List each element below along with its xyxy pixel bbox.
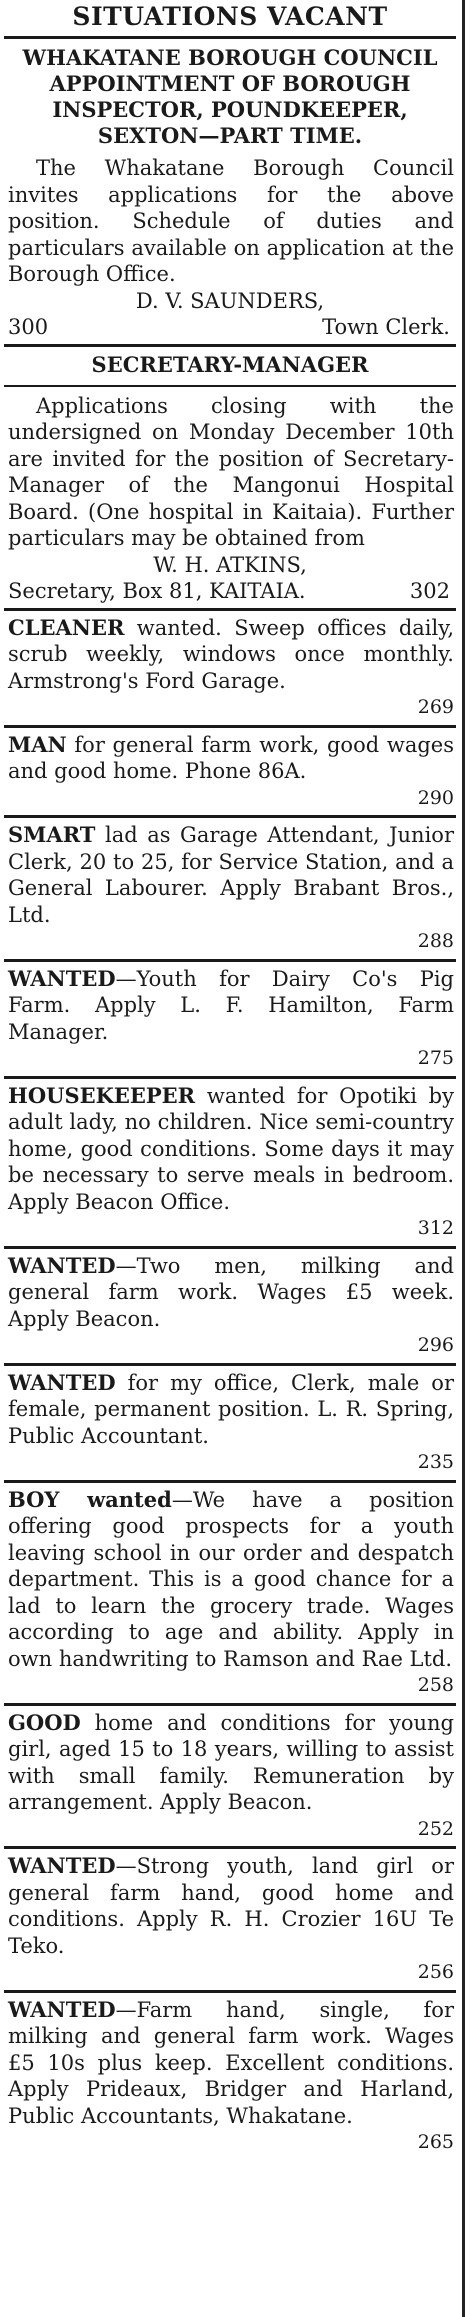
ad-ref: 302 — [409, 578, 450, 603]
ad-lead-word: GOOD — [8, 1709, 81, 1735]
signature: D. V. SAUNDERS, — [135, 288, 325, 313]
ad-body: —Youth for Dairy Co's Pig Farm. Apply L. F. Hamilton, Farm Manager. — [8, 966, 454, 1044]
ad-lead-word: WANTED — [8, 1369, 116, 1395]
ad-body: Applications closing with the undersigned on Monday December 10th are invited for the position of Secretary-Manager of the Mangonui Hospital Board. (One hospital in Kaitaia). Further particulars may be obtained from — [8, 393, 454, 550]
classified-ad — [0, 966, 460, 1072]
ad-body: for my office, Clerk, male or female, permanent position. L. R. Spring, Public Accountant. — [8, 1370, 454, 1448]
ad-ref: 288 — [417, 930, 454, 952]
ad-ref: 256 — [417, 1961, 454, 1983]
classified-ad — [0, 1997, 460, 2156]
ad-body: wanted for Opotiki by adult lady, no children. Nice semi-country home, good conditions. Some days it may be necessary to serve meals in bedroom. Apply Beacon Office. — [8, 1083, 454, 1214]
divider — [4, 1846, 456, 1849]
signature: W. H. ATKINS, — [153, 552, 307, 577]
classified-ad — [0, 1083, 460, 1242]
classified-ad — [0, 1710, 460, 1843]
divider — [4, 1480, 456, 1483]
ad-body: —Farm hand, single, for milking and general farm work. Wages £5 10s plus keep. Excellent conditions. Apply Prideaux, Bridger and Harland, Public Accountants, Whakatane. — [8, 1997, 454, 2128]
ad-ref: 290 — [417, 786, 454, 809]
ad-ref: 275 — [417, 1047, 454, 1069]
ad-text — [0, 1710, 460, 1816]
ad-body: —Two men, milking and general farm work. Wages £5 week. Apply Beacon. — [8, 1253, 454, 1331]
signatory-role: Town Clerk. — [322, 314, 450, 339]
signature-line — [0, 578, 460, 604]
ad-text — [0, 1853, 460, 1959]
ad-lead-word: SMART — [8, 822, 96, 847]
ad-lead-word: CLEANER — [8, 614, 125, 640]
ad-text — [0, 1997, 460, 2130]
classified-ad — [0, 822, 460, 955]
ad-text — [0, 1253, 460, 1333]
ad-ref: 300 — [8, 314, 49, 339]
ad-body: The Whakatane Borough Council invites applications for the above position. Schedule of duties and particulars available on application at the Borough Office. — [8, 156, 454, 286]
ad-text — [0, 732, 460, 785]
ad-ref: 269 — [417, 696, 454, 718]
ad-borough-council — [0, 43, 460, 340]
ad-body: wanted. Sweep offices daily, scrub weekly, windows once monthly. Armstrong's Ford Garage. — [8, 615, 454, 693]
divider — [4, 1363, 456, 1366]
classified-ad — [0, 615, 460, 721]
classified-ad — [0, 1487, 460, 1699]
classified-ad — [0, 732, 460, 812]
ad-text — [0, 1487, 460, 1673]
signatory-address: Secretary, Box 81, KAITAIA. — [8, 578, 306, 603]
divider — [4, 385, 456, 387]
classified-ad — [0, 1253, 460, 1359]
ad-body: lad as Garage Attendant, Junior Clerk, 20 to 25, for Service Station, and a General Labourer. Apply Brabant Bros., Ltd. — [8, 823, 454, 927]
divider — [4, 815, 456, 818]
ad-ref: 235 — [417, 1451, 454, 1473]
ad-body: —We have a position offering good prospects for a youth leaving school in our order and despatch department. This is a good chance for a lad to learn the grocery trade. Wages according to age and ability. Apply in own handwriting to Ramson and Rae Ltd. — [8, 1487, 454, 1671]
ad-lead-word: BOY wanted — [8, 1486, 172, 1512]
ad-ref: 252 — [417, 1817, 454, 1840]
divider — [4, 1246, 456, 1249]
ad-text — [0, 822, 460, 928]
ad-secretary-manager — [0, 351, 460, 604]
ad-lead-word: WANTED — [8, 965, 116, 991]
ad-title: SECRETARY-MANAGER — [91, 351, 369, 377]
divider — [4, 36, 456, 39]
ad-text — [0, 966, 460, 1046]
divider — [4, 608, 456, 611]
divider — [4, 959, 456, 962]
ad-body: —Strong youth, land girl or general farm hand, good home and conditions. Apply R. H. Crozier 16U Te Teko. — [8, 1854, 454, 1958]
ad-text — [0, 1370, 460, 1450]
ad-lead-word: WANTED — [8, 1252, 116, 1278]
section-header: SITUATIONS VACANT — [72, 2, 388, 31]
ad-lead-word: MAN — [8, 731, 67, 757]
divider — [4, 1990, 456, 1993]
ad-ref: 265 — [417, 2131, 454, 2153]
divider — [4, 725, 456, 728]
ad-title: WHAKATANE BOROUGH COUNCIL APPOINTMENT OF BOROUGH INSPECTOR, POUNDKEEPER, SEXTON—PART TIME. — [22, 45, 438, 148]
ad-ref: 258 — [417, 1674, 454, 1696]
ad-lead-word: HOUSEKEEPER — [8, 1082, 196, 1108]
ad-ref: 296 — [417, 1334, 454, 1356]
divider — [4, 1076, 456, 1079]
ad-lead-word: WANTED — [8, 1853, 116, 1878]
divider — [4, 1703, 456, 1706]
column-rule — [462, 0, 465, 2317]
ad-lead-word: WANTED — [8, 1996, 116, 2022]
ad-body: for general farm work, good wages and good home. Phone 86A. — [8, 732, 454, 783]
ad-body: home and conditions for young girl, aged 15 to 18 years, willing to assist with small family. Remuneration by arrangement. Apply Beacon. — [8, 1710, 454, 1814]
ad-text — [0, 615, 460, 695]
ad-list — [0, 615, 460, 2156]
signature-line — [0, 314, 460, 340]
ad-ref: 312 — [417, 1217, 454, 1239]
divider — [4, 344, 456, 347]
ad-text — [0, 1083, 460, 1216]
classified-ad — [0, 1853, 460, 1986]
classified-ad — [0, 1370, 460, 1476]
